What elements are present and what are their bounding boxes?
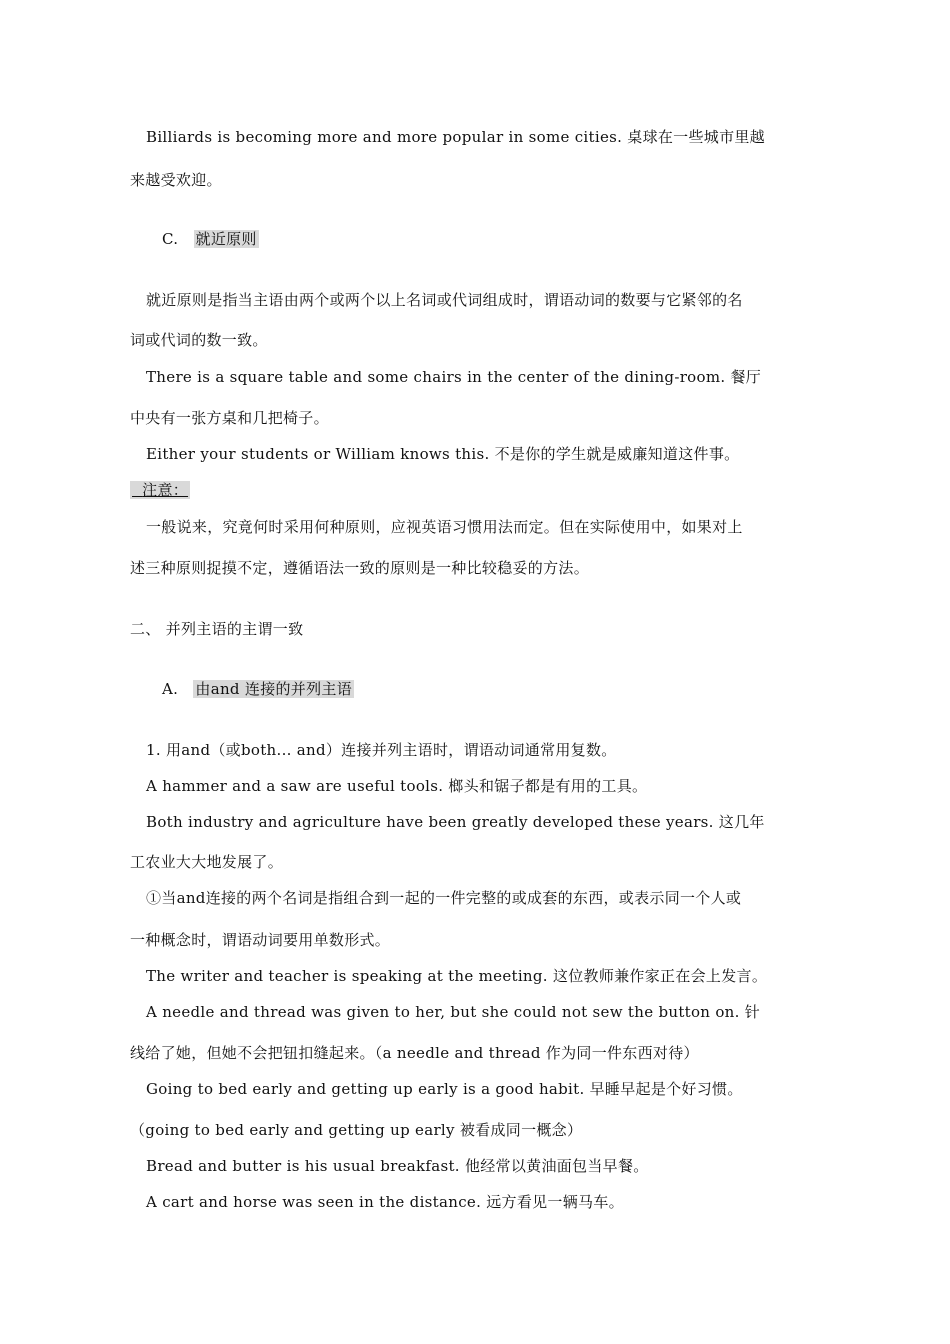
example-line xyxy=(146,1079,743,1099)
line-text: A cart and horse was seen in the distance. 远方看见一辆马车。 xyxy=(146,1193,624,1211)
rule-line xyxy=(146,740,617,760)
line-text: Both industry and agriculture have been greatly developed these years. 这几年 xyxy=(146,813,765,831)
line-text: Billiards is becoming more and more popular in some cities. 桌球在一些城市里越 xyxy=(146,128,765,146)
line-text: 工农业大大地发展了。 xyxy=(130,853,284,871)
section-heading-a xyxy=(162,679,354,699)
line-text: The writer and teacher is speaking at the meeting. 这位教师兼作家正在会上发言。 xyxy=(146,967,768,985)
example-line xyxy=(146,776,647,796)
example-line xyxy=(146,444,739,464)
line-text: 中央有一张方桌和几把椅子。 xyxy=(130,409,329,427)
line-text: Bread and butter is his usual breakfast. 他经常以黄油面包当早餐。 xyxy=(146,1157,649,1175)
note-text: 注意： xyxy=(130,481,190,499)
line-text: Going to bed early and getting up early is a good habit. 早睡早起是个好习惯。 xyxy=(146,1080,743,1098)
rule-line xyxy=(146,888,741,908)
example-line xyxy=(146,1156,649,1176)
heading-text: 由and 连接的并列主语 xyxy=(195,680,352,698)
line-text: 线给了她，但她不会把钮扣缝起来。（a needle and thread 作为同一件东西对待） xyxy=(130,1044,699,1062)
paragraph-line xyxy=(130,170,222,190)
paragraph-line xyxy=(146,127,810,147)
example-line xyxy=(146,1002,760,1022)
paragraph-line xyxy=(130,1120,582,1140)
paragraph-line xyxy=(130,852,283,872)
heading-text: 就近原则 xyxy=(195,230,257,248)
line-text: 就近原则是指当主语由两个或两个以上名词或代词组成时，谓语动词的数要与它紧邻的名 xyxy=(146,291,743,309)
line-text: A needle and thread was given to her, but she could not sew the button on. 针 xyxy=(146,1003,761,1021)
line-text: ①当and连接的两个名词是指组合到一起的一件完整的或成套的东西，或表示同一个人或 xyxy=(146,889,742,907)
line-text: 1. 用and（或both... and）连接并列主语时，谓语动词通常用复数。 xyxy=(146,741,617,759)
section-heading-2 xyxy=(130,619,303,639)
paragraph-line xyxy=(146,517,743,537)
paragraph-line xyxy=(130,408,329,428)
paragraph-line xyxy=(130,930,390,950)
paragraph-line xyxy=(130,558,589,578)
heading-prefix: A. xyxy=(162,680,179,698)
example-line xyxy=(146,966,767,986)
example-line xyxy=(146,367,761,387)
line-text: 一般说来，究竟何时采用何种原则，应视英语习惯用法而定。但在实际使用中，如果对上 xyxy=(146,518,743,536)
paragraph-line xyxy=(146,290,743,310)
line-text: （going to bed early and getting up early 被看成同一概念） xyxy=(130,1121,583,1139)
paragraph-line xyxy=(130,330,268,350)
line-text: 来越受欢迎。 xyxy=(130,171,222,189)
paragraph-line xyxy=(130,1043,699,1063)
line-text: A hammer and a saw are useful tools. 榔头和锯子都是有用的工具。 xyxy=(146,777,648,795)
example-line xyxy=(146,812,765,832)
line-text: Either your students or William knows this. 不是你的学生就是威廉知道这件事。 xyxy=(146,445,740,463)
line-text: 词或代词的数一致。 xyxy=(130,331,268,349)
note-label xyxy=(130,480,190,500)
section-heading-c xyxy=(162,229,259,249)
heading-prefix: C. xyxy=(162,230,179,248)
example-line xyxy=(146,1192,624,1212)
heading-text: 二、 并列主语的主谓一致 xyxy=(130,620,304,638)
line-text: There is a square table and some chairs in the center of the dining-room. 餐厅 xyxy=(146,368,762,386)
line-text: 述三种原则捉摸不定，遵循语法一致的原则是一种比较稳妥的方法。 xyxy=(130,559,590,577)
line-text: 一种概念时，谓语动词要用单数形式。 xyxy=(130,931,391,949)
